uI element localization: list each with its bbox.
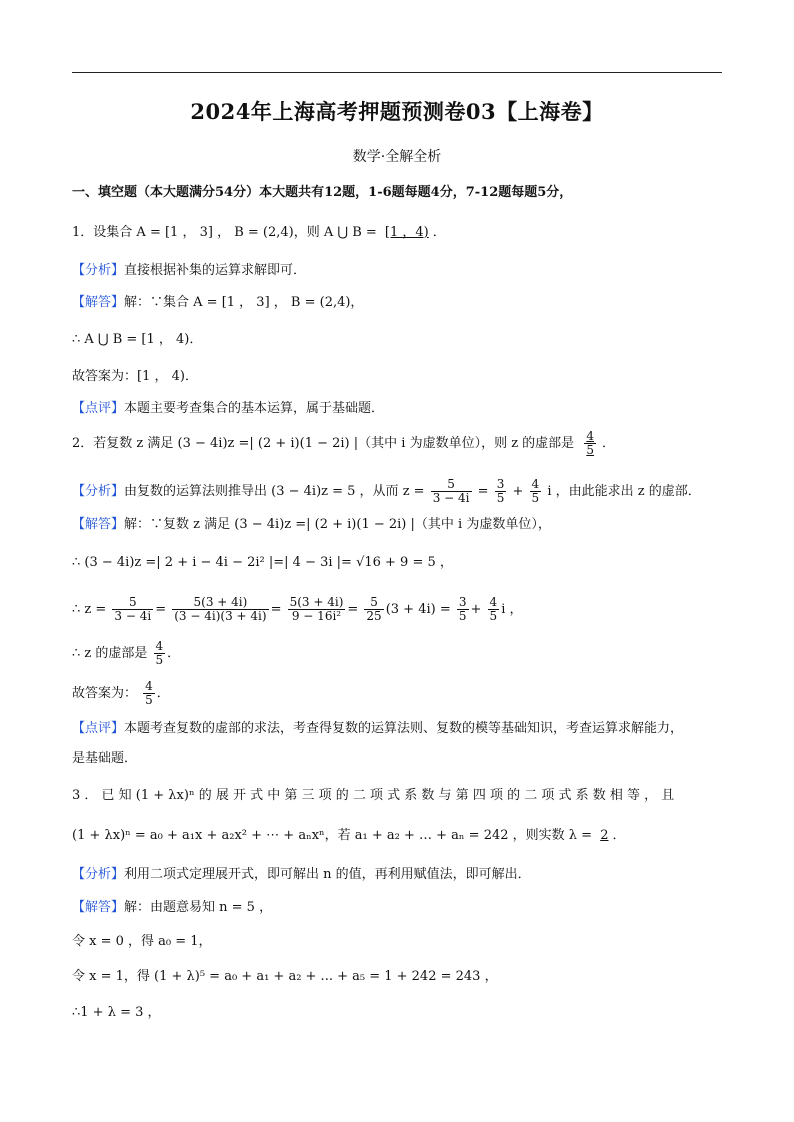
q3-stem-2 xyxy=(72,827,625,845)
q2-stem-pre: 2．若复数 z 满足 (3 − 4i)z =| (2 + i)(1 − 2i) |（其中 i 为虚数单位），则 z 的虚部是 xyxy=(72,436,575,451)
q2-sol4-num: 4 xyxy=(155,639,164,653)
q2-analysis-pre: 由复数的运算法则推导出 (3 − 4i)z = 5 ，从而 z = xyxy=(124,484,425,499)
q2-s3-frac-4 xyxy=(364,596,383,623)
q2-s3-f6-den: 5 xyxy=(489,609,498,623)
q2-s3-f1-num: 5 xyxy=(112,596,153,610)
q2-answer-fraction xyxy=(580,430,600,457)
q2-s3-f3-num: 5(3 + 4i) xyxy=(289,595,344,609)
q2-an-f3-den: 5 xyxy=(531,491,540,505)
q2-s3-frac-2 xyxy=(172,596,268,623)
q2-sol4-den: 5 xyxy=(155,653,164,667)
q2-analysis xyxy=(72,478,701,505)
q2-sol4-end: ． xyxy=(167,646,181,661)
q3-solution-line-1 xyxy=(72,899,272,917)
q3-stem-1: 3 ． 已 知 (1 + λx)ⁿ 的 展 开 式 中 第 三 项 的 二 项 式 系 数 与 第 四 项 的 二 项 式 系 数 相 等 ， 且 xyxy=(72,788,675,803)
q1-analysis xyxy=(72,262,306,280)
q3-stem-end: ． xyxy=(612,828,626,843)
q3-stem-2-text: (1 + λx)ⁿ = a₀ + a₁x + a₂x² + ⋯ + aₙxⁿ，若 a₁ + a₂ + … + aₙ = 242 ，则实数 λ = xyxy=(72,828,593,843)
q2-analysis-tag: 【分析】 xyxy=(72,484,125,499)
q2-s3-frac-6 xyxy=(488,596,500,623)
q2-sol3-pre: ∴ z = xyxy=(72,602,107,617)
q2-an-f3-num: 4 xyxy=(531,477,540,491)
q2-s3-f5-den: 5 xyxy=(458,609,467,623)
q1-set-b: ， B = (2,4)，则 xyxy=(217,225,320,240)
q2-final-frac xyxy=(143,680,155,707)
q2-sol4-frac xyxy=(154,640,166,667)
q3-analysis-tag: 【分析】 xyxy=(72,867,125,882)
page-subtitle: 数学·全解全析 xyxy=(352,149,442,165)
q3-analysis xyxy=(72,866,531,884)
q2-s3-f1-den: 3 − 4i xyxy=(114,609,152,623)
q2-final-pre: 故答案为： xyxy=(72,686,138,701)
q1-solution-2: ∴ A ⋃ B = [1 ， 4)． xyxy=(72,332,203,347)
q2-an-f1-den: 3 − 4i xyxy=(432,491,470,505)
q2-an-f1-num: 5 xyxy=(431,478,472,492)
q2-s3-f2-den: (3 − 4i)(3 + 4i) xyxy=(174,609,267,623)
q1-analysis-tag: 【分析】 xyxy=(72,263,125,278)
q2-an-frac-2 xyxy=(495,478,507,505)
q2-final-end: ． xyxy=(156,686,170,701)
q1-union: A ⋃ B = xyxy=(323,225,377,240)
q2-analysis-post: i ，由此能求出 z 的虚部． xyxy=(547,484,701,499)
q2-s3-end: i ， xyxy=(501,602,523,617)
q3-solution-3: 令 x = 1，得 (1 + λ)⁵ = a₀ + a₁ + a₂ + ... + a₅ = 1 + 242 = 243 ， xyxy=(72,969,498,984)
q2-comment-tag: 【点评】 xyxy=(72,721,125,736)
page-title: 2024年上海高考押题预测卷03【上海卷】 xyxy=(190,99,604,124)
q2-sol4-pre: ∴ z 的虚部是 xyxy=(72,646,148,661)
q2-an-eq: = xyxy=(477,484,489,499)
q2-an-f2-den: 5 xyxy=(496,491,505,505)
q2-s3-f4-den: 25 xyxy=(366,609,382,623)
q1-answer-blank: [1 ，4) xyxy=(384,225,429,240)
q2-final-num: 4 xyxy=(145,679,153,693)
q2-an-frac-1 xyxy=(431,478,472,505)
q1-solution-1: 解：∵集合 A = [1 ， 3] ， B = (2,4)， xyxy=(124,295,364,310)
q1-comment xyxy=(72,400,384,418)
q3-analysis-text: 利用二项式定理展开式，即可解出 n 的值，再利用赋值法，即可解出． xyxy=(124,867,531,882)
q2-final-den: 5 xyxy=(145,693,153,707)
q2-s3-f4-num: 5 xyxy=(364,596,383,610)
q2-comment-cont: 是基础题． xyxy=(72,751,138,766)
q2-s3-mid: (3 + 4i) = xyxy=(385,602,451,617)
q2-stem-end: ． xyxy=(601,436,615,451)
q2-solution-2: ∴ (3 − 4i)z =| 2 + i − 4i − 2i² |=| 4 − 3i |= √16 + 9 = 5 ， xyxy=(72,555,453,570)
q2-s3-f6-num: 4 xyxy=(489,595,498,609)
q2-comment-text: 本题考查复数的虚部的求法，考查得复数的运算法则、复数的模等基础知识，考查运算求解能力， xyxy=(124,721,684,736)
q2-an-plus: + xyxy=(512,484,524,499)
q2-stem xyxy=(72,430,615,457)
q1-solution-line-1 xyxy=(72,294,363,312)
q3-solution-1: 解：由题意易知 n = 5 ， xyxy=(124,900,273,915)
q2-solution-1: 解：∵复数 z 满足 (3 − 4i)z =| (2 + i)(1 − 2i) |（其中 i 为虚数单位）， xyxy=(124,517,551,532)
q2-ans-den: 5 xyxy=(586,443,594,457)
q2-an-frac-3 xyxy=(530,478,542,505)
q2-s3-f5-num: 3 xyxy=(458,595,467,609)
q2-answer-tag: 【解答】 xyxy=(72,517,125,532)
q1-stem xyxy=(72,224,446,242)
q2-s3-frac-1 xyxy=(112,596,153,623)
q1-comment-text: 本题主要考查集合的基本运算，属于基础题． xyxy=(124,401,385,416)
q2-s3-f3-den: 9 − 16i² xyxy=(291,609,342,623)
q1-stem-pre: 1．设集合 xyxy=(72,225,133,240)
header-rule xyxy=(72,72,722,73)
q1-analysis-text: 直接根据补集的运算求解即可． xyxy=(124,263,307,278)
q1-final: 故答案为：[1 ， 4)． xyxy=(72,369,198,384)
q2-ans-num: 4 xyxy=(586,429,594,443)
q2-s3-frac-3 xyxy=(288,596,346,623)
q3-solution-2: 令 x = 0 ，得 a₀ = 1， xyxy=(72,934,212,949)
q1-set-a: A = [1 ， 3] xyxy=(136,225,213,240)
q3-answer-blank: 2 xyxy=(600,828,609,843)
q2-comment xyxy=(72,720,683,738)
q2-solution-3: ∴ z = $\frac{5}{3 - 4i}$ = $\frac{5(3 + 4i)}{(3 - 4i)(3 + 4i)}$ = $\frac{5(3 + 4i)}{\text{9 − 16i²}}$ = $\frac{5}{25}$ (3 + 4i) = $\frac{3}{5}$ + $\frac{4}{5}$ i ， xyxy=(72,595,523,623)
q3-solution-4: ∴1 + λ = 3 ， xyxy=(72,1005,161,1020)
q1-stem-end: ． xyxy=(432,225,446,240)
q3-answer-tag: 【解答】 xyxy=(72,900,125,915)
q2-an-f2-num: 3 xyxy=(496,477,505,491)
q2-s3-frac-5 xyxy=(457,596,469,623)
q2-final xyxy=(72,680,170,707)
q2-solution-4 xyxy=(72,640,180,667)
section-heading: 一、填空题（本大题满分54分）本大题共有12题，1-6题每题4分，7-12题每题5分， xyxy=(72,185,573,200)
q1-comment-tag: 【点评】 xyxy=(72,401,125,416)
q2-s3-f2-num: 5(3 + 4i) xyxy=(172,596,268,610)
q2-solution-line-1 xyxy=(72,516,551,534)
q1-answer-tag: 【解答】 xyxy=(72,295,125,310)
